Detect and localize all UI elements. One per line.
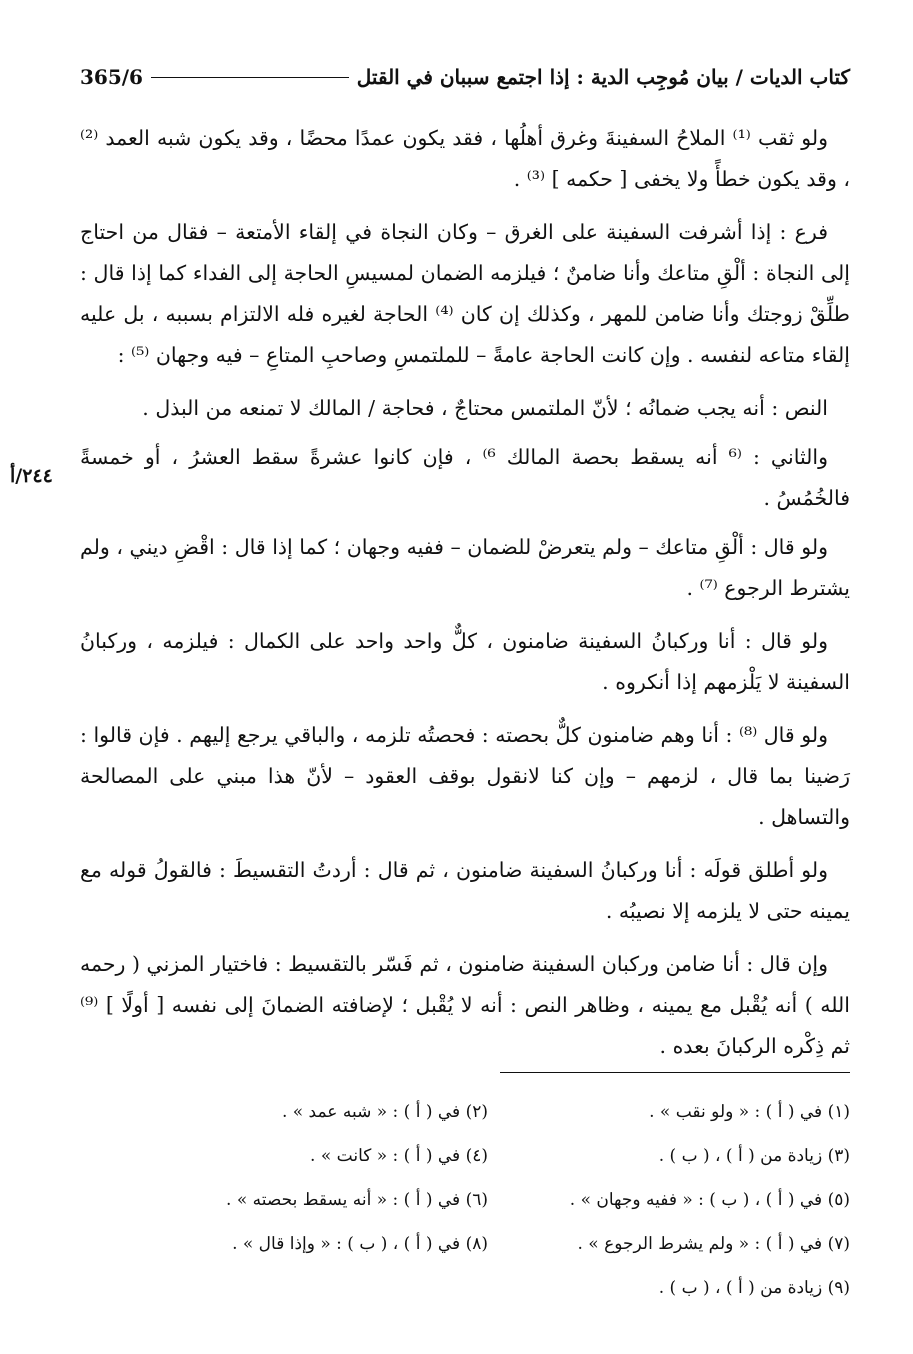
paragraph: ولو ثقب ⁽¹⁾ الملاحُ السفينةَ وغرق أهلُها ، فقد يكون عمدًا محضًا ، وقد يكون شبه العمد ⁽²⁾ ، وقد يكون خطأً ولا يخفى [ حكمه ] ⁽³⁾ . bbox=[80, 126, 850, 191]
page-number: 365/6 bbox=[80, 65, 143, 89]
paragraph: فرع : إذا أشرفت السفينة على الغرق – وكان النجاة في إلقاء الأمتعة – فقال من احتاج إلى النجاة : ألْقِ متاعك وأنا ضامنٌ ؛ فيلزمه الضمان لمسيسِ الحاجة إلى الفداء كما إذا قال : طلِّقْ زوجتك وأنا ضامن للمهر ، وكذلك إن كان ⁽⁴⁾ الحاجة لغيره فله الالتزام بسببه ، بل عليه إلقاء متاعه لنفسه . وإن كانت الحاجة عامةً – للملتمسِ وصاحبِ المتاعِ – فيه وجهان ⁽⁵⁾ : bbox=[80, 220, 850, 367]
footnote: (٤) في ( أ ) : « كانت » . bbox=[310, 1146, 488, 1166]
paragraph: ولو قال : ألْقِ متاعك – ولم يتعرضْ للضمان – ففيه وجهان ؛ كما إذا قال : اقْضِ ديني ، ولم يشترط الرجوع ⁽⁷⁾ . bbox=[80, 535, 850, 600]
footnote: (٦) في ( أ ) : « أنه يسقط بحصته » . bbox=[226, 1190, 488, 1210]
footnote: (٣) زيادة من ( أ ) ، ( ب ) . bbox=[658, 1146, 850, 1166]
header-title: كتاب الديات / بيان مُوجِب الدية : إذا اجتمع سببان في القتل bbox=[356, 65, 850, 89]
footnotes bbox=[150, 1092, 850, 1308]
paragraph: النص : أنه يجب ضمانُه ؛ لأنّ الملتمس محتاجٌ ، فحاجة / المالك لا تمنعه من البذل . bbox=[142, 396, 828, 420]
footnote-separator bbox=[500, 1072, 850, 1073]
footnote: (١) في ( أ ) : « ولو نقب » . bbox=[649, 1102, 850, 1122]
header-rule bbox=[151, 77, 349, 78]
running-header bbox=[80, 60, 850, 94]
paragraph: ولو أطلق قولَه : أنا وركبانُ السفينة ضامنون ، ثم قال : أردتُ التقسيطَ : فالقولُ قوله مع يمينه حتى لا يلزمه إلا نصيبُه . bbox=[80, 858, 850, 923]
paragraph: وإن قال : أنا ضامن وركبان السفينة ضامنون ، ثم فَسّر بالتقسيط : فاختيار المزني ( رحمه الله ) أنه يُقْبل مع يمينه ، وظاهر النص : أنه لا يُقْبل ؛ لإضافته الضمانَ إلى نفسه [ أولًا ] ⁽⁹⁾ ثم ذِكْره الركبانَ بعده . bbox=[80, 952, 850, 1058]
paragraph: ولو قال : أنا وركبانُ السفينة ضامنون ، كلٌّ واحد واحد على الكمال : فيلزمه ، وركبانُ السفينة لا يَلْزمهم إذا أنكروه . bbox=[80, 629, 850, 694]
footnote: (٢) في ( أ ) : « شبه عمد » . bbox=[281, 1102, 488, 1122]
footnote: (٩) زيادة من ( أ ) ، ( ب ) . bbox=[658, 1278, 850, 1298]
paragraph: والثاني : ⁽⁶ أنه يسقط بحصة المالك ⁶⁾ ، فإن كانوا عشرةً سقط العشرُ ، أو خمسةً فالخُمُسُ . bbox=[80, 445, 850, 510]
footnote: (٨) في ( أ ) ، ( ب ) : « وإذا قال » . bbox=[232, 1234, 488, 1254]
footnote: (٧) في ( أ ) : « ولم يشرط الرجوع » . bbox=[577, 1234, 850, 1254]
paragraph: ولو قال ⁽⁸⁾ : أنا وهم ضامنون كلٌّ بحصته : فحصتُه تلزمه ، والباقي يرجع إليهم . فإن قالوا : رَضينا بما قال ، لزمهم – وإن كنا لانقول بوقف العقود – لأنّ هذا مبني على المصالحة والتساهل . bbox=[80, 723, 850, 829]
footnote: (٥) في ( أ ) ، ( ب ) : « ففيه وجهان » . bbox=[569, 1190, 850, 1210]
folio-marginal-note: ٢٤٤/أ bbox=[10, 465, 53, 487]
main-text bbox=[80, 118, 850, 1079]
